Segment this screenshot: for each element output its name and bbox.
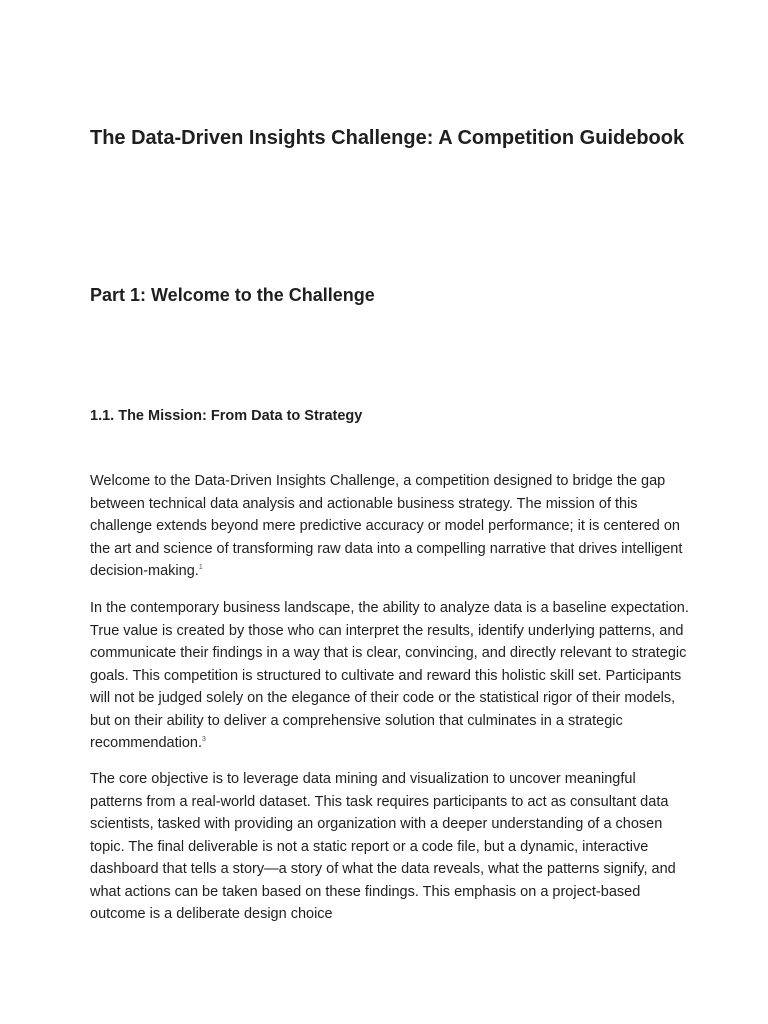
footnote-marker[interactable]: 1 xyxy=(198,564,203,572)
footnote-marker[interactable]: 3 xyxy=(202,736,206,744)
body-paragraph xyxy=(90,470,690,583)
paragraph-text: In the contemporary business landscape, the ability to analyze data is a baseline expectation. True value is created by those who can interpret the results, identify underlying patterns, and communicate their findings in a way that is clear, convincing, and directly relevant to strategic goals. This competition is structured to cultivate and reward this holistic skill set. Participants will not be judged solely on the elegance of their code or the statistical rigor of their models, but on their ability to deliver a comprehensive solution that culminates in a strategic recommendation. xyxy=(90,600,689,751)
section-heading: 1.1. The Mission: From Data to Strategy xyxy=(90,408,363,424)
body-paragraph xyxy=(90,597,690,755)
document-title: The Data-Driven Insights Challenge: A Competition Guidebook xyxy=(90,127,685,149)
paragraph-text: Welcome to the Data-Driven Insights Challenge, a competition designed to bridge the gap between technical data analysis and actionable business strategy. The mission of this challenge extends beyond mere predictive accuracy or model performance; it is centered on the art and science of transforming raw data into a compelling narrative that drives intelligent decision-making. xyxy=(90,473,683,579)
part-heading: Part 1: Welcome to the Challenge xyxy=(90,285,375,305)
body-paragraph xyxy=(90,768,690,926)
paragraph-text: The core objective is to leverage data mining and visualization to uncover meaningful patterns from a real-world dataset. This task requires participants to act as consultant data scientists, tasked with providing an organization with a deeper understanding of a chosen topic. The final deliverable is not a static report or a code file, but a dynamic, interactive dashboard that tells a story—a story of what the data reveals, what the patterns signify, and what actions can be taken based on these findings. This emphasis on a project-based outcome is a deliberate design choice xyxy=(90,771,676,922)
